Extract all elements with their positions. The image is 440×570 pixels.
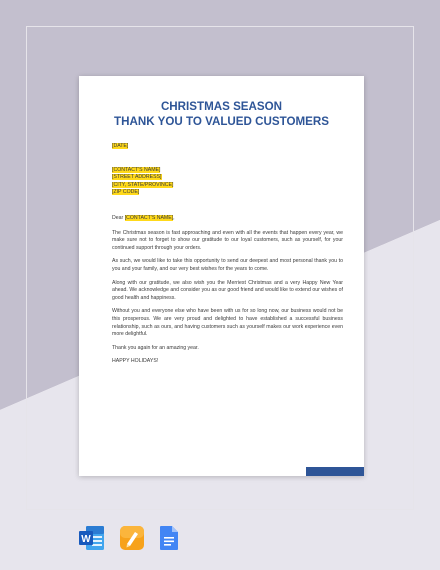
closing: HAPPY HOLIDAYS!	[112, 358, 159, 365]
body-paragraph-4: Without you and everyone else who have been with us for so long now, our business would not be this prosperous. We are very proud and delighted to have established a successful business relationship, such as ours, and having customers such as yourself makes our work experience even more delightful.	[112, 308, 343, 338]
svg-text:W: W	[81, 534, 91, 545]
title-line-2: THANK YOU TO VALUED CUSTOMERS	[114, 115, 329, 128]
body-paragraph-2: As such, we would like to take this opportunity to send our deepest and most personal thank you to you and your family, and our very best wishes for the years to come.	[112, 258, 343, 272]
word-icon[interactable]	[78, 525, 106, 551]
google-docs-icon[interactable]	[159, 525, 179, 551]
pages-icon[interactable]	[119, 525, 145, 551]
title-line-1: CHRISTMAS SEASON	[160, 100, 283, 113]
document-title	[100, 99, 343, 129]
salutation-name-placeholder: [CONTACT'S NAME]	[124, 214, 174, 221]
contact-name-placeholder: [CONTACT'S NAME]	[112, 166, 161, 173]
address-block	[112, 167, 343, 197]
street-address-placeholder: [STREET ADDRESS]	[112, 174, 162, 181]
salutation: Dear [CONTACT'S NAME],	[112, 214, 175, 221]
city-placeholder: [CITY, STATE/PROVINCE]	[112, 181, 174, 188]
footer-accent-bar	[306, 467, 364, 476]
body-paragraph-1: The Christmas season is fast approaching and even with all the events that happen every year, we make sure not to forget to show our gratitude to our loyal customers, such as yourself, for your continued support through your orders.	[112, 229, 343, 251]
zip-placeholder: [ZIP CODE]	[112, 189, 140, 196]
body-paragraph-3: Along with our gratitude, we also wish you the Merriest Christmas and a very Happy New Year ahead. We acknowledge and consider you as our good friend and would like to extend our wishes of good health and happiness.	[112, 279, 343, 301]
body-paragraph-5: Thank you again for an amazing year.	[112, 344, 199, 351]
document-page	[79, 76, 364, 476]
date-placeholder: [DATE]	[112, 143, 129, 149]
